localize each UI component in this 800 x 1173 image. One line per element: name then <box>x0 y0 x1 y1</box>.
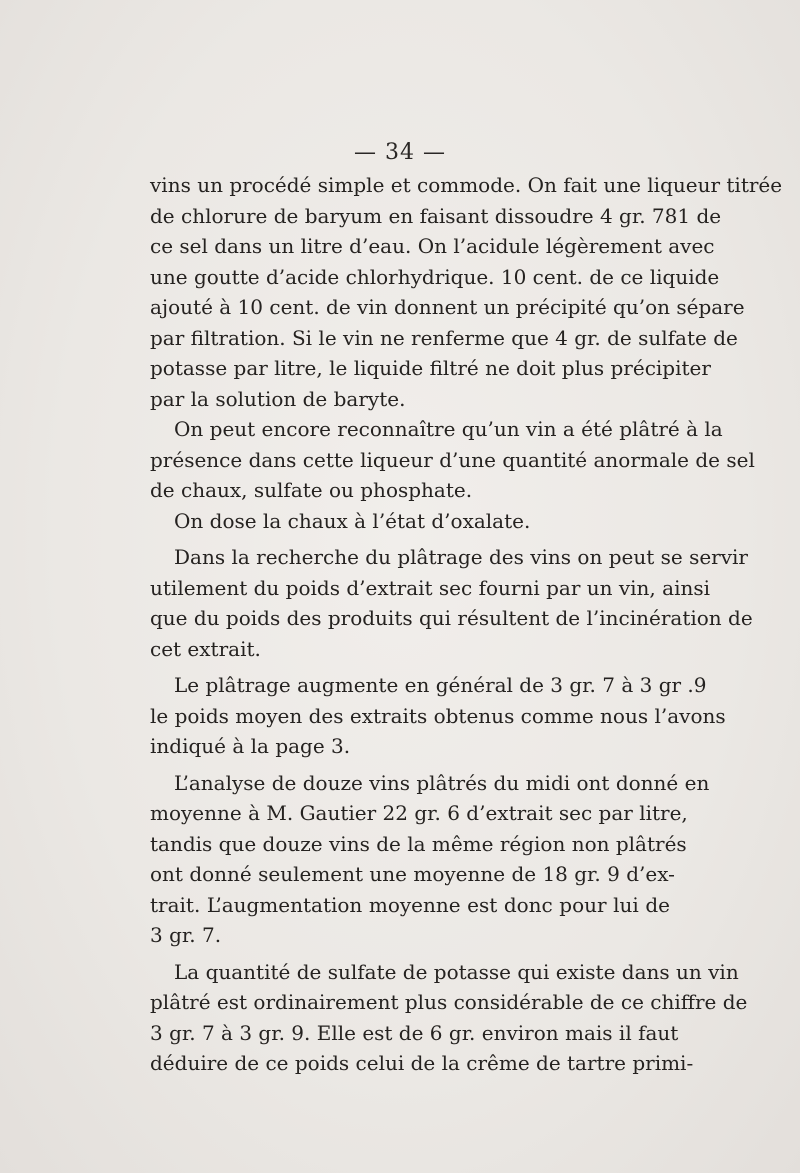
text-line: trait. L’augmentation moyenne est donc pour lui de <box>150 892 670 917</box>
text-line: plâtré est ordinairement plus considérable de ce chiffre de <box>150 990 748 1014</box>
text-line: On dose la chaux à l’état d’oxalate. <box>174 508 531 533</box>
text-line: ce sel dans un litre d’eau. On l’acidule légèrement avec <box>150 234 715 258</box>
text-line: que du poids des produits qui résultent de l’incinération de <box>150 606 753 630</box>
text-line: de chaux, sulfate ou phosphate. <box>150 478 473 502</box>
text-line: moyenne à M. Gautier 22 gr. 6 d’extrait sec par litre, <box>150 801 688 825</box>
text-line: Le plâtrage augmente en général de 3 gr. 7 à 3 gr .9 <box>174 673 707 697</box>
text-line: de chlorure de baryum en faisant dissoudre 4 gr. 781 de <box>150 203 722 228</box>
text-line: utilement du poids d’extrait sec fourni par un vin, ainsi <box>150 575 711 600</box>
body-text <box>150 170 783 1079</box>
text-line: Dans la recherche du plâtrage des vins on peut se servir <box>174 545 748 569</box>
text-line: indiqué à la page 3. <box>150 734 351 758</box>
text-line: potasse par litre, le liquide filtré ne doit plus précipiter <box>150 356 711 380</box>
text-line: ajouté à 10 cent. de vin donnent un précipité qu’on sépare <box>150 295 745 319</box>
text-line: La quantité de sulfate de potasse qui existe dans un vin <box>174 959 739 984</box>
text-line: 3 gr. 7 à 3 gr. 9. Elle est de 6 gr. environ mais il faut <box>150 1020 679 1045</box>
page-number: — 34 — <box>354 140 446 165</box>
text-line: le poids moyen des extraits obtenus comme nous l’avons <box>150 703 726 728</box>
text-line: vins un procédé simple et commode. On fait une liqueur titrée <box>150 173 783 197</box>
text-line: tandis que douze vins de la même région non plâtrés <box>150 831 687 856</box>
text-line: une goutte d’acide chlorhydrique. 10 cent. de ce liquide <box>150 264 720 289</box>
text-line: cet extrait. <box>150 636 261 661</box>
text-line: On peut encore reconnaître qu’un vin a été plâtré à la <box>174 417 723 441</box>
text-line: par filtration. Si le vin ne renferme que 4 gr. de sulfate de <box>150 325 738 350</box>
text-line: présence dans cette liqueur d’une quantité anormale de sel <box>150 447 755 472</box>
text-line: 3 gr. 7. <box>150 923 222 947</box>
text-line: déduire de ce poids celui de la crême de tartre primi- <box>150 1051 694 1075</box>
text-line: ont donné seulement une moyenne de 18 gr. 9 d’ex- <box>150 862 675 886</box>
text-line: par la solution de baryte. <box>150 386 406 411</box>
text-line: L’analyse de douze vins plâtrés du midi ont donné en <box>174 770 710 795</box>
